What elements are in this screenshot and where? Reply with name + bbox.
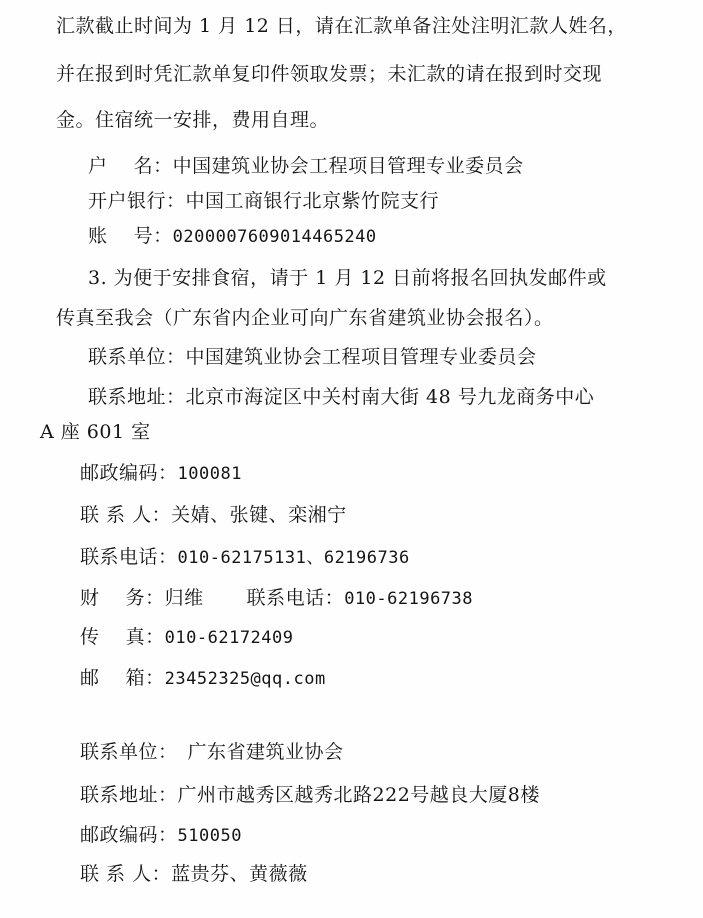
finance-phone-label: 联系电话： <box>246 587 345 609</box>
contact-person-label: 联 系 人： <box>80 504 172 526</box>
account-name-value: 中国建筑业协会工程项目管理专业委员会 <box>172 155 524 177</box>
contact2-postcode-value: 510050 <box>177 826 242 846</box>
contact2-address-label: 联系地址： <box>80 784 178 806</box>
fax-value: 010-62172409 <box>164 628 294 648</box>
email-row <box>80 666 326 691</box>
paragraph-line: 汇款截止时间为 1 月 12 日，请在汇款单备注处注明汇款人姓名， <box>56 15 627 37</box>
paragraph-line: 金。住宿统一安排，费用自理。 <box>56 109 330 131</box>
contact-address-value: 北京市海淀区中关村南大街 48 号九龙商务中心 <box>185 386 595 408</box>
contact-address-row <box>88 385 594 409</box>
contact2-person-row <box>80 862 308 886</box>
bank-name-label: 开户银行： <box>88 190 186 212</box>
finance-label: 财 务： <box>80 587 165 609</box>
postcode-row <box>80 461 242 486</box>
fax-label: 传 真： <box>80 626 165 648</box>
postcode-label: 邮政编码： <box>80 462 178 484</box>
finance-row <box>80 586 473 611</box>
contact-unit-value: 中国建筑业协会工程项目管理专业委员会 <box>185 346 537 368</box>
phone-row <box>80 545 410 570</box>
paragraph-line: 传真至我会（广东省内企业可向广东省建筑业协会报名）。 <box>56 307 554 329</box>
contact2-postcode-label: 邮政编码： <box>80 824 178 846</box>
phone-label: 联系电话： <box>80 546 178 568</box>
contact2-unit-row <box>80 740 344 764</box>
finance-phone-value: 010-62196738 <box>344 589 474 609</box>
paragraph-line: 并在报到时凭汇款单复印件领取发票；未汇款的请在报到时交现 <box>56 63 603 85</box>
bank-name-row <box>88 189 439 213</box>
contact2-unit-value: 广东省建筑业协会 <box>187 741 344 763</box>
contact-person-row <box>80 503 347 527</box>
paragraph-line: 3. 为便于安排食宿，请于 1 月 12 日前将报名回执发邮件或 <box>88 267 607 289</box>
finance-person-value: 归维 <box>164 587 204 609</box>
contact2-address-row <box>80 783 540 807</box>
account-name-label: 户 名： <box>88 155 173 177</box>
contact-unit-row <box>88 345 537 369</box>
postcode-value: 100081 <box>177 464 242 484</box>
bank-name-value: 中国工商银行北京紫竹院支行 <box>185 190 440 212</box>
account-number-row <box>88 224 377 249</box>
contact2-person-label: 联 系 人： <box>80 863 172 885</box>
contact2-postcode-row <box>80 823 242 848</box>
fax-row <box>80 625 294 650</box>
contact-person-value: 关婧、张键、栾湘宁 <box>171 504 347 526</box>
account-number-label: 账 号： <box>88 225 173 247</box>
phone-value: 010-62175131、62196736 <box>177 548 410 568</box>
contact-address-continued: A 座 601 室 <box>40 421 151 443</box>
contact-unit-label: 联系单位： <box>88 346 186 368</box>
contact2-address-value: 广州市越秀区越秀北路222号越良大厦8楼 <box>177 784 540 806</box>
email-value: 23452325@qq.com <box>164 669 326 689</box>
contact2-unit-label: 联系单位： <box>80 741 178 763</box>
contact2-person-value: 蓝贵芬、黄薇薇 <box>171 863 308 885</box>
account-name-row <box>88 154 524 178</box>
contact-address-label: 联系地址： <box>88 386 186 408</box>
account-number-value: 0200007609014465240 <box>172 227 377 247</box>
email-label: 邮 箱： <box>80 667 165 689</box>
